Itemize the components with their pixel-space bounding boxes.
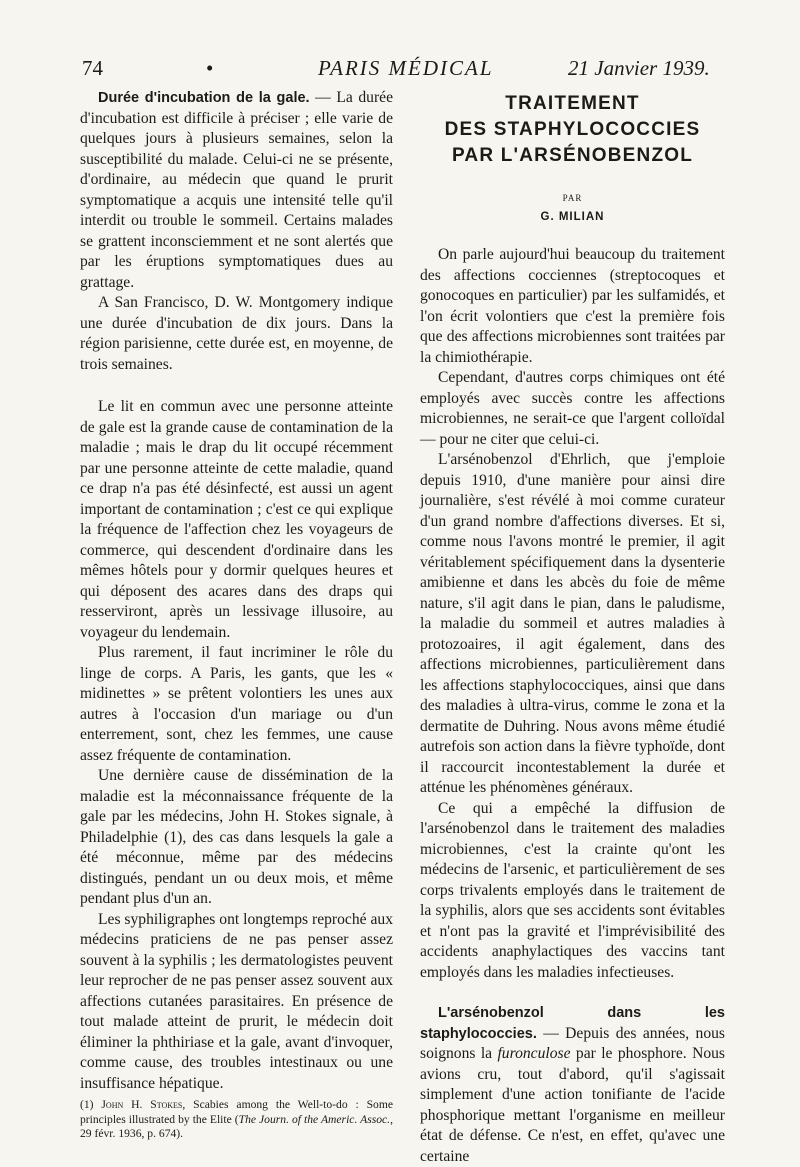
right-column <box>420 88 725 1167</box>
paragraph-staphylococcies <box>420 1003 725 1167</box>
header-dot: • <box>206 56 214 80</box>
paragraph-linge: Plus rarement, il faut incriminer le rôle du linge de corps. A Paris, les gants, que les « midinettes » se prêtent volontiers les unes aux autres à l'occasion d'un mariage ou d'un enterrement, sont, chez les femmes, une cause assez fréquente de contamination. <box>80 644 393 764</box>
title-line-1: TRAITEMENT <box>505 93 640 114</box>
footnote-reference: (1) <box>164 828 183 846</box>
paragraph-intro: On parle aujourd'hui beaucoup du traitement des affections cocciennes (streptocoques et gonocoques en particulier) par les sulfamidés, et l'on écrit volontiers que c'est la première fois que des affections microbiennes sont traitées par la chimiothérapie. <box>420 246 725 366</box>
issue-date: 21 Janvier 1939. <box>568 56 710 80</box>
paragraph-text: par le phosphore. Nous avions cru, tout d'abord, qu'il s'agissait simplement d'une action tonifiante de l'acide phosphorique mettant l'organisme en meilleur état de défense. Ce n'est, en effet, qu'avec une certaine <box>420 1045 725 1165</box>
running-header <box>0 52 800 88</box>
byline-par: PAR <box>562 193 583 203</box>
paragraph-diffusion: Ce qui a empêché la diffusion de l'arsénobenzol dans le traitement des maladies microbiennes, c'est la crainte qu'ont les médecins de l'arsenic, et particulièrement de ses corps trivalents employés dans le traitement de la syphilis, alors que ses accidents sont évitables et n'ont pas la gravité et l'imprévisibilité des accidents anaphylactiques des vaccins tant employés dans les maladies infectieuses. <box>420 799 725 981</box>
paragraph-cependant: Cependant, d'autres corps chimiques ont été employés avec succès contre les affections microbiennes, ne serait-ce que l'argent colloïdal — pour ne citer que celui-ci. <box>420 369 725 448</box>
footnote-author: John H. Stokes <box>101 1098 183 1111</box>
paragraph-incubation <box>80 88 393 293</box>
paragraph-lit-commun: Le lit en commun avec une personne atteinte de gale est la grande cause de contamination de la maladie ; mais le drap du lit occupé récemment par une personne atteinte de cette maladie, quand ce drap n'a pas été désinfecté, est aussi un agent important de contamination ; c'est ce qui explique la fréquence de l'affection chez les voyageurs de commerce, qui descendent d'ordinaire dans les mêmes hôtels pour y dormir quelques heures et qui déposent des acares dans des draps qui resserviront, après un lessivage illusoire, au voyageur du lendemain. <box>80 398 393 641</box>
footnote-text: , Scabies among the Well-to-do : Some principles illustrated by the Elite ( <box>80 1098 394 1126</box>
italic-term: furonculose <box>497 1045 571 1062</box>
paragraph-san-francisco: A San Francisco, D. W. Montgomery indique une durée d'incubation de dix jours. Dans la région parisienne, cette durée est, en moyenne, de trois semaines. <box>80 294 393 373</box>
journal-title: PARIS MÉDICAL <box>318 56 494 80</box>
paragraph-text: — Depuis des années, nous soignons la <box>420 1024 725 1062</box>
footnote-text: , 29 févr. 1936, p. 674). <box>80 1112 393 1140</box>
article-author: G. MILIAN <box>540 211 605 223</box>
footnote-journal: The Journ. of the Americ. Assoc. <box>238 1112 391 1126</box>
article-title <box>420 91 725 169</box>
paragraph-meconnaissance <box>80 766 393 910</box>
section-heading-staphylococcies: L'arsénobenzol dans les staphylococcies. <box>420 1005 725 1042</box>
title-line-2: DES STAPHYLOCOCCIES <box>444 119 701 140</box>
paragraph-syphiligraphes: Les syphiligraphes ont longtemps reproché aux médecins praticiens de ne pas penser assez souvent à la syphilis ; les dermatologistes peuvent leur reprocher de ne pas penser assez souvent aux affections cutanées parasitaires. En présence de tout malade atteint de prurit, le médecin doit éliminer la phthiriase et la gale, avant d'invoquer, comme cause, des troubles intestinaux ou une insuffisance hépatique. <box>80 910 393 1092</box>
footnote <box>80 1098 393 1142</box>
spacer <box>80 375 393 397</box>
paragraph-text: Une dernière cause de dissémination de la maladie est la méconnaissance fréquente de la gale par les médecins, John H. Stokes signale, à Philadelphie <box>80 767 393 846</box>
paragraph-ehrlich: L'arsénobenzol d'Ehrlich, que j'emploie depuis 1910, d'une manière pour ainsi dire journalière, s'est révélé à moi comme curateur d'un grand nombre d'affections diverses. Et si, comme nous l'avons montré le premier, il agit véritablement spécifiquement dans la dysenterie amibienne et dans les abcès du foie de même nature, s'il agit dans le pian, dans le paludisme, la maladie du sommeil et autres maladies à protozoaires, il agit également, dans des affections microbiennes, particulièrement dans les affections staphylococciques, ainsi que dans des maladies à ultra-virus, comme le zona et la dermatite de Duhring. Nous avons même étudié autrefois son action dans la fièvre typhoïde, dont il raccourcit incontestablement la durée et atténue les phénomènes généraux. <box>420 451 725 796</box>
title-line-3: PAR L'ARSÉNOBENZOL <box>451 145 694 166</box>
page-number: 74 <box>82 56 103 80</box>
left-column <box>80 88 393 1142</box>
paragraph-text: — La durée d'incubation est difficile à préciser ; elle varie de quelques jours à plusieurs semaines, selon la susceptibilité du malade. Celui-ci ne se présente, d'ordinaire, au médecin que quand le prurit symptomatique a acquis une intensité telle qu'il interdit ou trouble le sommeil. Certains malades se grattent inconsciemment et ne sont alertés que par les éruptions symptomatiques dues au grattage. <box>80 89 393 291</box>
section-heading-incubation: Durée d'incubation de la gale. <box>98 90 310 106</box>
footnote-number: (1) <box>80 1098 102 1111</box>
spacer <box>420 983 725 1003</box>
paragraph-text: , des cas dans lesquels la gale a été méconnue, même par des médecins distingués, pendant un ou deux mois, et même pendant plus d'un an. <box>80 828 393 907</box>
